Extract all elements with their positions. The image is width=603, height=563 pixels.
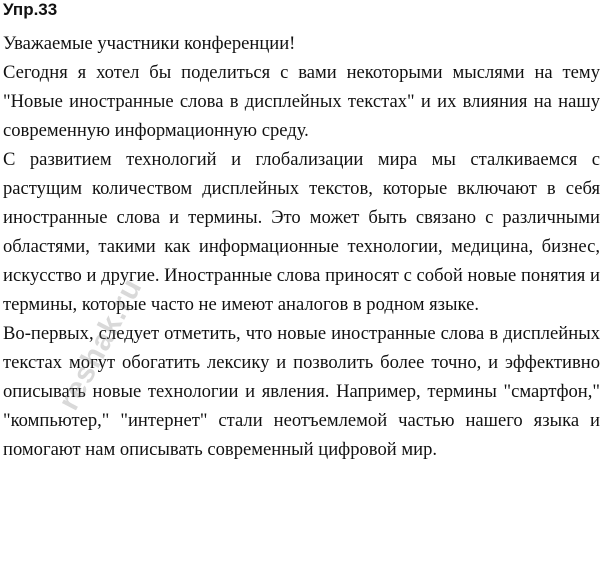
exercise-title: Упр.33 [3,0,58,19]
body-paragraph-2: Во-первых, следует отметить, что новые иностранные слова в дисплейных текстах могут обогатить лексику и позволить более точно, и эффективно описывать новые технологии и явления. Например, термины "смартфон," "компьютер," "интернет" стали неотъемлемой частью нашего языка и помогают нам описывать современный цифровой мир. [3,323,600,460]
body-paragraph-1: С развитием технологий и глобализации мира мы сталкиваемся с растущим количеством дисплейных текстов, которые включают в себя иностранные слова и термины. Это может быть связано с различными областями, такими как информационные технологии, медицина, бизнес, искусство и другие. Иностранные слова приносят с собой новые понятия и термины, которые часто не имеют аналогов в родном языке. [3,149,600,315]
greeting-paragraph: Уважаемые участники конференции! [3,33,296,54]
watermark: reshak.ru [52,272,149,416]
intro-paragraph: Сегодня я хотел бы поделиться с вами некоторыми мыслями на тему "Новые иностранные слова в дисплейных текстах" и их влияния на нашу современную информационную среду. [3,62,600,141]
